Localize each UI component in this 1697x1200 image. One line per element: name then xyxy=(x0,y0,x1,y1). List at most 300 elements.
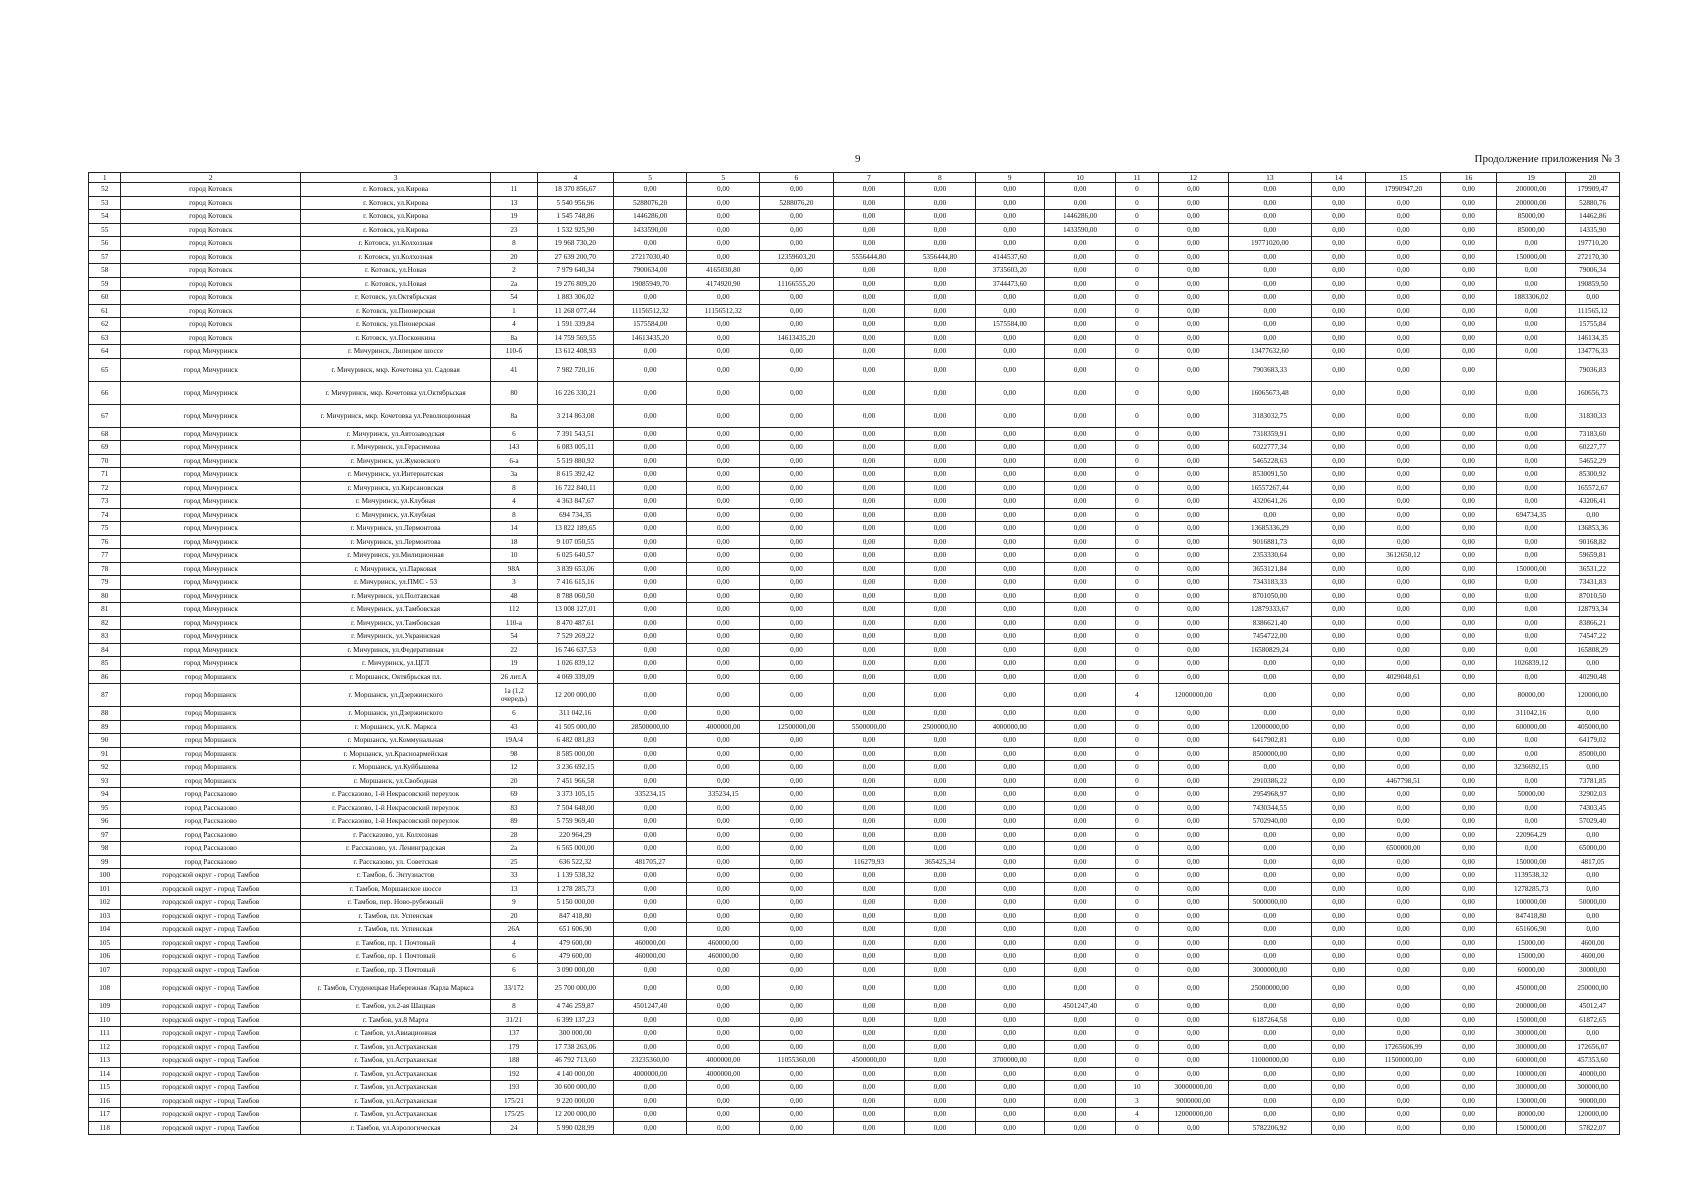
table-cell: г. Моршанск, ул.Коммунальная xyxy=(301,734,491,748)
table-cell: 69 xyxy=(89,441,121,455)
table-cell: 0,00 xyxy=(760,210,834,224)
table-cell: 0,00 xyxy=(833,495,904,509)
table-cell: г. Котовск, ул.Новая xyxy=(301,277,491,291)
table-cell: 0,00 xyxy=(833,643,904,657)
table-cell: 0,00 xyxy=(1311,761,1366,775)
table-row xyxy=(89,210,1620,224)
table-cell: 0,00 xyxy=(833,963,904,977)
table-cell: 0,00 xyxy=(905,842,975,856)
table-cell: 19 968 730,20 xyxy=(537,237,613,251)
table-cell: 0,00 xyxy=(613,977,687,1000)
table-row xyxy=(89,1094,1620,1108)
table-cell: 0,00 xyxy=(1044,522,1115,536)
table-cell: 179 xyxy=(490,1040,537,1054)
table-cell: 0,00 xyxy=(975,936,1044,950)
table-cell: 116279,93 xyxy=(833,855,904,869)
table-cell: 0,00 xyxy=(905,774,975,788)
table-cell: 11055360,00 xyxy=(760,1054,834,1068)
table-cell: 58 xyxy=(89,264,121,278)
table-cell: г. Мичуринск, ул.Герасимова xyxy=(301,441,491,455)
table-cell: 300000,00 xyxy=(1497,1040,1566,1054)
table-cell: 0,00 xyxy=(1229,842,1312,856)
table-cell: 0,00 xyxy=(975,237,1044,251)
table-cell: 0,00 xyxy=(1441,196,1497,210)
table-cell: 73 xyxy=(89,495,121,509)
table-row xyxy=(89,670,1620,684)
table-row xyxy=(89,264,1620,278)
table-cell: 0,00 xyxy=(1441,576,1497,590)
table-cell: 0,00 xyxy=(1158,1040,1228,1054)
table-cell: 0,00 xyxy=(687,684,760,707)
table-cell: 0,00 xyxy=(1158,855,1228,869)
table-cell: 0,00 xyxy=(687,454,760,468)
table-cell: 57 xyxy=(89,250,121,264)
table-cell: 0,00 xyxy=(613,774,687,788)
table-cell: 0 xyxy=(1116,250,1158,264)
table-cell: 0,00 xyxy=(1044,535,1115,549)
table-cell: г. Тамбов, ул.Астраханская xyxy=(301,1054,491,1068)
table-cell: 92 xyxy=(89,761,121,775)
table-cell: 0,00 xyxy=(905,237,975,251)
table-cell: 0,00 xyxy=(760,909,834,923)
table-cell: 1 278 285,73 xyxy=(537,882,613,896)
table-cell: 0,00 xyxy=(1311,481,1366,495)
table-cell: 0,00 xyxy=(1158,603,1228,617)
table-cell: 0,00 xyxy=(1158,196,1228,210)
table-cell: 0,00 xyxy=(687,774,760,788)
table-cell: 0,00 xyxy=(905,1108,975,1122)
table-cell: 0,00 xyxy=(833,842,904,856)
table-cell: 0 xyxy=(1116,788,1158,802)
table-cell: 80 xyxy=(490,381,537,404)
table-cell: г. Мичуринск, ул.Федеративная xyxy=(301,643,491,657)
table-cell: 0,00 xyxy=(833,345,904,359)
table-cell: 0,00 xyxy=(833,882,904,896)
table-cell: 0,00 xyxy=(975,616,1044,630)
table-cell: 0,00 xyxy=(613,549,687,563)
table-cell: 0 xyxy=(1116,196,1158,210)
table-cell: 0,00 xyxy=(905,950,975,964)
table-cell: 86 xyxy=(89,670,121,684)
table-cell: 1 139 538,32 xyxy=(537,869,613,883)
table-cell: 0,00 xyxy=(1229,183,1312,197)
table-cell: 694 734,35 xyxy=(537,508,613,522)
table-cell: 0,00 xyxy=(1311,183,1366,197)
table-cell: 87010,50 xyxy=(1566,589,1620,603)
table-cell: 0,00 xyxy=(975,869,1044,883)
table-cell: 0,00 xyxy=(687,828,760,842)
table-cell: 0,00 xyxy=(905,616,975,630)
table-cell: 0,00 xyxy=(833,196,904,210)
table-cell: 0 xyxy=(1116,657,1158,671)
table-cell: 0,00 xyxy=(760,1121,834,1135)
table-cell: г. Рассказово, ул. Ленинградская xyxy=(301,842,491,856)
table-cell: 0,00 xyxy=(1311,562,1366,576)
table-row xyxy=(89,1013,1620,1027)
table-row xyxy=(89,441,1620,455)
table-cell: городской округ - город Тамбов xyxy=(121,923,301,937)
table-cell: 12 200 000,00 xyxy=(537,1108,613,1122)
table-cell: 0 xyxy=(1116,237,1158,251)
table-cell: 5 150 000,00 xyxy=(537,896,613,910)
table-cell: город Рассказово xyxy=(121,855,301,869)
table-cell: 0,00 xyxy=(760,616,834,630)
table-cell: 0,00 xyxy=(687,923,760,937)
table-cell: 0,00 xyxy=(1497,381,1566,404)
table-cell: 0,00 xyxy=(1441,277,1497,291)
table-cell: 54 xyxy=(490,291,537,305)
table-cell: 0,00 xyxy=(905,1054,975,1068)
table-cell: 200000,00 xyxy=(1497,1000,1566,1014)
table-cell: 0 xyxy=(1116,720,1158,734)
table-cell: город Рассказово xyxy=(121,815,301,829)
table-cell: 0,00 xyxy=(1441,1000,1497,1014)
table-cell: 2954968,97 xyxy=(1229,788,1312,802)
table-cell: 0,00 xyxy=(1044,381,1115,404)
table-cell: 0,00 xyxy=(1497,670,1566,684)
table-cell: 0,00 xyxy=(1566,882,1620,896)
table-cell: 0,00 xyxy=(760,1067,834,1081)
table-cell: 67 xyxy=(89,404,121,427)
table-cell: 0,00 xyxy=(1044,331,1115,345)
table-cell: 0 xyxy=(1116,747,1158,761)
table-cell: 0,00 xyxy=(613,358,687,381)
table-cell: 8701050,00 xyxy=(1229,589,1312,603)
table-cell: 0,00 xyxy=(905,603,975,617)
table-cell: 0,00 xyxy=(1044,1054,1115,1068)
table-cell: 0,00 xyxy=(1311,788,1366,802)
table-cell: 4 xyxy=(1116,684,1158,707)
table-cell: 0,00 xyxy=(1497,549,1566,563)
table-cell: 0,00 xyxy=(687,404,760,427)
table-cell: 200000,00 xyxy=(1497,196,1566,210)
table-cell: 0,00 xyxy=(905,223,975,237)
table-cell: 0,00 xyxy=(1044,250,1115,264)
table-cell: город Рассказово xyxy=(121,788,301,802)
table-cell: 0,00 xyxy=(1441,1108,1497,1122)
table-cell: 0,00 xyxy=(687,1000,760,1014)
table-row xyxy=(89,358,1620,381)
table-cell: 0,00 xyxy=(1044,670,1115,684)
table-cell: 8386621,40 xyxy=(1229,616,1312,630)
table-cell: 0,00 xyxy=(1044,345,1115,359)
table-cell: 0,00 xyxy=(975,855,1044,869)
table-cell: 6417902,81 xyxy=(1229,734,1312,748)
table-cell: 77 xyxy=(89,549,121,563)
table-cell: 0,00 xyxy=(1366,210,1441,224)
table-cell: 0 xyxy=(1116,535,1158,549)
table-cell: 0,00 xyxy=(1229,1081,1312,1095)
table-cell: 0,00 xyxy=(1044,441,1115,455)
table-cell: 0,00 xyxy=(687,963,760,977)
table-cell: 0,00 xyxy=(905,1094,975,1108)
table-cell: 0,00 xyxy=(1311,882,1366,896)
table-cell: 0,00 xyxy=(1311,603,1366,617)
table-cell: 1446286,00 xyxy=(1044,210,1115,224)
table-cell: 0,00 xyxy=(687,882,760,896)
table-cell: 19 xyxy=(490,657,537,671)
table-cell: 0,00 xyxy=(1311,468,1366,482)
table-cell: 2910386,22 xyxy=(1229,774,1312,788)
table-cell: г. Котовск, ул.Посконкина xyxy=(301,331,491,345)
table-cell: г. Котовск, ул.Пионерская xyxy=(301,318,491,332)
table-cell: 78 xyxy=(89,562,121,576)
table-row xyxy=(89,223,1620,237)
table-cell: 106 xyxy=(89,950,121,964)
table-cell: 6 025 640,57 xyxy=(537,549,613,563)
table-cell: 0,00 xyxy=(687,441,760,455)
table-cell: 0,00 xyxy=(1366,950,1441,964)
table-cell: 0 xyxy=(1116,441,1158,455)
table-cell: 5500000,00 xyxy=(833,720,904,734)
table-cell: 0,00 xyxy=(905,1040,975,1054)
table-cell: 0,00 xyxy=(1441,522,1497,536)
table-cell: 0,00 xyxy=(1311,936,1366,950)
header-cell: 11 xyxy=(1116,173,1158,183)
table-cell: 74303,45 xyxy=(1566,801,1620,815)
table-cell: 0,00 xyxy=(1311,250,1366,264)
table-cell: 65000,00 xyxy=(1566,842,1620,856)
table-cell: 118 xyxy=(89,1121,121,1135)
table-cell: 3700000,00 xyxy=(975,1054,1044,1068)
table-cell: 27217030,40 xyxy=(613,250,687,264)
table-cell: 5782206,92 xyxy=(1229,1121,1312,1135)
table-cell: 0,00 xyxy=(1497,734,1566,748)
table-cell: 0,00 xyxy=(613,381,687,404)
table-cell: 0,00 xyxy=(760,801,834,815)
table-cell: 0,00 xyxy=(687,1040,760,1054)
table-cell: 0,00 xyxy=(1311,1121,1366,1135)
table-cell: 335234,15 xyxy=(687,788,760,802)
table-cell: 311042,16 xyxy=(1497,707,1566,721)
table-cell: 0,00 xyxy=(613,923,687,937)
table-cell: 63 xyxy=(89,331,121,345)
table-cell: 0,00 xyxy=(975,963,1044,977)
table-cell: 0,00 xyxy=(1366,250,1441,264)
table-cell: 0,00 xyxy=(975,291,1044,305)
table-cell: 0 xyxy=(1116,454,1158,468)
table-cell: 0,00 xyxy=(1311,522,1366,536)
table-row xyxy=(89,855,1620,869)
table-cell: 18 370 856,67 xyxy=(537,183,613,197)
table-cell: 0,00 xyxy=(1441,318,1497,332)
table-cell: 0,00 xyxy=(1044,358,1115,381)
table-cell: 0,00 xyxy=(905,1027,975,1041)
table-cell: городской округ - город Тамбов xyxy=(121,950,301,964)
table-row xyxy=(89,842,1620,856)
table-cell: 0,00 xyxy=(760,562,834,576)
table-cell: 192 xyxy=(490,1067,537,1081)
table-cell: 56 xyxy=(89,237,121,251)
table-cell: 0,00 xyxy=(760,1081,834,1095)
table-cell: 4320641,26 xyxy=(1229,495,1312,509)
table-cell: 300000,00 xyxy=(1497,1081,1566,1095)
table-cell: 0,00 xyxy=(1566,707,1620,721)
table-cell: 0,00 xyxy=(1366,277,1441,291)
table-cell: 0,00 xyxy=(1229,828,1312,842)
table-cell: 1 883 306,02 xyxy=(537,291,613,305)
table-cell: 5702940,00 xyxy=(1229,815,1312,829)
table-cell: 0,00 xyxy=(760,549,834,563)
table-cell: 50000,00 xyxy=(1497,788,1566,802)
table-cell: 13 612 408,93 xyxy=(537,345,613,359)
table-cell: город Моршанск xyxy=(121,720,301,734)
table-cell: 0,00 xyxy=(1311,1054,1366,1068)
table-cell: 0,00 xyxy=(833,923,904,937)
data-table xyxy=(88,172,1620,1135)
table-cell: 33/172 xyxy=(490,977,537,1000)
table-cell: 15000,00 xyxy=(1497,950,1566,964)
table-cell: г. Мичуринск, ул.Украинская xyxy=(301,630,491,644)
table-cell: 72 xyxy=(89,481,121,495)
table-cell: 0,00 xyxy=(1229,210,1312,224)
table-cell: 1433590,00 xyxy=(613,223,687,237)
table-cell: 0,00 xyxy=(1366,318,1441,332)
table-cell: 0 xyxy=(1116,801,1158,815)
table-cell: 150000,00 xyxy=(1497,562,1566,576)
table-cell: 0,00 xyxy=(905,977,975,1000)
table-cell: 0,00 xyxy=(613,291,687,305)
table-cell: 481705,27 xyxy=(613,855,687,869)
table-cell: 113 xyxy=(89,1054,121,1068)
table-cell: 0,00 xyxy=(1441,630,1497,644)
table-cell: 0,00 xyxy=(613,828,687,842)
table-cell: 0,00 xyxy=(833,535,904,549)
table-cell: городской округ - город Тамбов xyxy=(121,1081,301,1095)
table-cell: 3 xyxy=(1116,1094,1158,1108)
table-cell: 7 982 720,16 xyxy=(537,358,613,381)
table-row xyxy=(89,734,1620,748)
table-cell: город Мичуринск xyxy=(121,404,301,427)
table-row xyxy=(89,923,1620,937)
table-cell: г. Рассказово, 1-й Некрасовский переулок xyxy=(301,801,491,815)
table-cell: 130000,00 xyxy=(1497,1094,1566,1108)
table-cell: 0,00 xyxy=(760,842,834,856)
table-cell: 0,00 xyxy=(905,630,975,644)
table-cell: 479 600,00 xyxy=(537,936,613,950)
table-cell: 61872,65 xyxy=(1566,1013,1620,1027)
table-cell: 11 xyxy=(490,183,537,197)
table-cell: 0,00 xyxy=(1158,950,1228,964)
table-cell: 120000,00 xyxy=(1566,1108,1620,1122)
table-cell: 17265606,99 xyxy=(1366,1040,1441,1054)
table-cell: 24 xyxy=(490,1121,537,1135)
table-cell: город Мичуринск xyxy=(121,358,301,381)
table-cell: 0,00 xyxy=(905,1081,975,1095)
table-cell: 0,00 xyxy=(687,183,760,197)
table-cell: 8 xyxy=(490,1000,537,1014)
table-body xyxy=(89,173,1620,1135)
table-cell: 0,00 xyxy=(1044,643,1115,657)
table-cell: 0,00 xyxy=(1311,345,1366,359)
table-cell: город Моршанск xyxy=(121,670,301,684)
table-row xyxy=(89,1067,1620,1081)
table-cell: 0,00 xyxy=(1441,936,1497,950)
table-cell: 847418,80 xyxy=(1497,909,1566,923)
table-cell: г. Котовск, ул.Кирова xyxy=(301,223,491,237)
table-cell: 33 xyxy=(490,869,537,883)
table-cell: 0,00 xyxy=(975,381,1044,404)
table-cell: 0,00 xyxy=(1311,1108,1366,1122)
table-cell: город Котовск xyxy=(121,210,301,224)
table-cell: 0,00 xyxy=(613,630,687,644)
table-cell: 0,00 xyxy=(1158,670,1228,684)
table-cell: 6 565 000,00 xyxy=(537,842,613,856)
table-cell: 98А xyxy=(490,562,537,576)
table-cell: 0,00 xyxy=(1044,630,1115,644)
table-cell: 12000000,00 xyxy=(1229,720,1312,734)
table-cell: 0,00 xyxy=(1366,869,1441,883)
table-cell: г. Тамбов, ул.Авиационная xyxy=(301,1027,491,1041)
table-cell: 0,00 xyxy=(833,381,904,404)
table-cell: город Рассказово xyxy=(121,801,301,815)
table-cell: 0,00 xyxy=(1044,720,1115,734)
table-cell: 0,00 xyxy=(905,747,975,761)
table-cell: 0,00 xyxy=(760,522,834,536)
table-row xyxy=(89,603,1620,617)
table-cell: город Мичуринск xyxy=(121,381,301,404)
table-cell: 0,00 xyxy=(833,576,904,590)
table-cell: г. Мичуринск, ул.Автозаводская xyxy=(301,427,491,441)
table-cell: 57822,07 xyxy=(1566,1121,1620,1135)
table-cell: 0,00 xyxy=(833,264,904,278)
table-cell: 0,00 xyxy=(1311,1067,1366,1081)
table-cell: 0,00 xyxy=(1311,589,1366,603)
table-cell: 43206,41 xyxy=(1566,495,1620,509)
table-cell: 12000000,00 xyxy=(1158,1108,1228,1122)
table-cell: 0,00 xyxy=(1441,358,1497,381)
table-cell: 0,00 xyxy=(1044,684,1115,707)
table-cell: 0,00 xyxy=(905,657,975,671)
table-cell: 11156512,32 xyxy=(613,304,687,318)
table-cell: 0,00 xyxy=(1158,454,1228,468)
table-cell: 0,00 xyxy=(760,828,834,842)
table-cell: 0,00 xyxy=(975,842,1044,856)
table-cell: 117 xyxy=(89,1108,121,1122)
table-cell: 2а xyxy=(490,277,537,291)
table-cell: 7900634,00 xyxy=(613,264,687,278)
table-cell: 103 xyxy=(89,909,121,923)
table-cell: 0,00 xyxy=(613,1040,687,1054)
table-cell: 0,00 xyxy=(1229,657,1312,671)
table-cell: 0,00 xyxy=(1566,291,1620,305)
table-cell: 0,00 xyxy=(833,815,904,829)
table-cell: 0,00 xyxy=(833,869,904,883)
table-cell: 0,00 xyxy=(687,1121,760,1135)
table-cell: 0,00 xyxy=(833,468,904,482)
table-cell: 0,00 xyxy=(613,1108,687,1122)
table-cell: 90000,00 xyxy=(1566,1094,1620,1108)
table-cell: 3744473,60 xyxy=(975,277,1044,291)
table-cell: 0,00 xyxy=(613,522,687,536)
table-cell: 0,00 xyxy=(687,535,760,549)
table-cell: 14613435,20 xyxy=(613,331,687,345)
table-cell: 0,00 xyxy=(1229,291,1312,305)
table-cell: 0,00 xyxy=(1311,923,1366,937)
table-cell: г. Котовск, ул.Пионерская xyxy=(301,304,491,318)
table-cell: 0 xyxy=(1116,963,1158,977)
table-cell: 12 xyxy=(490,761,537,775)
table-cell: 0,00 xyxy=(833,670,904,684)
table-cell: 0,00 xyxy=(833,331,904,345)
table-row xyxy=(89,508,1620,522)
table-cell: 91 xyxy=(89,747,121,761)
table-cell: 457353,60 xyxy=(1566,1054,1620,1068)
table-row xyxy=(89,576,1620,590)
table-cell: 0 xyxy=(1116,815,1158,829)
table-cell: 89 xyxy=(89,720,121,734)
table-row xyxy=(89,304,1620,318)
